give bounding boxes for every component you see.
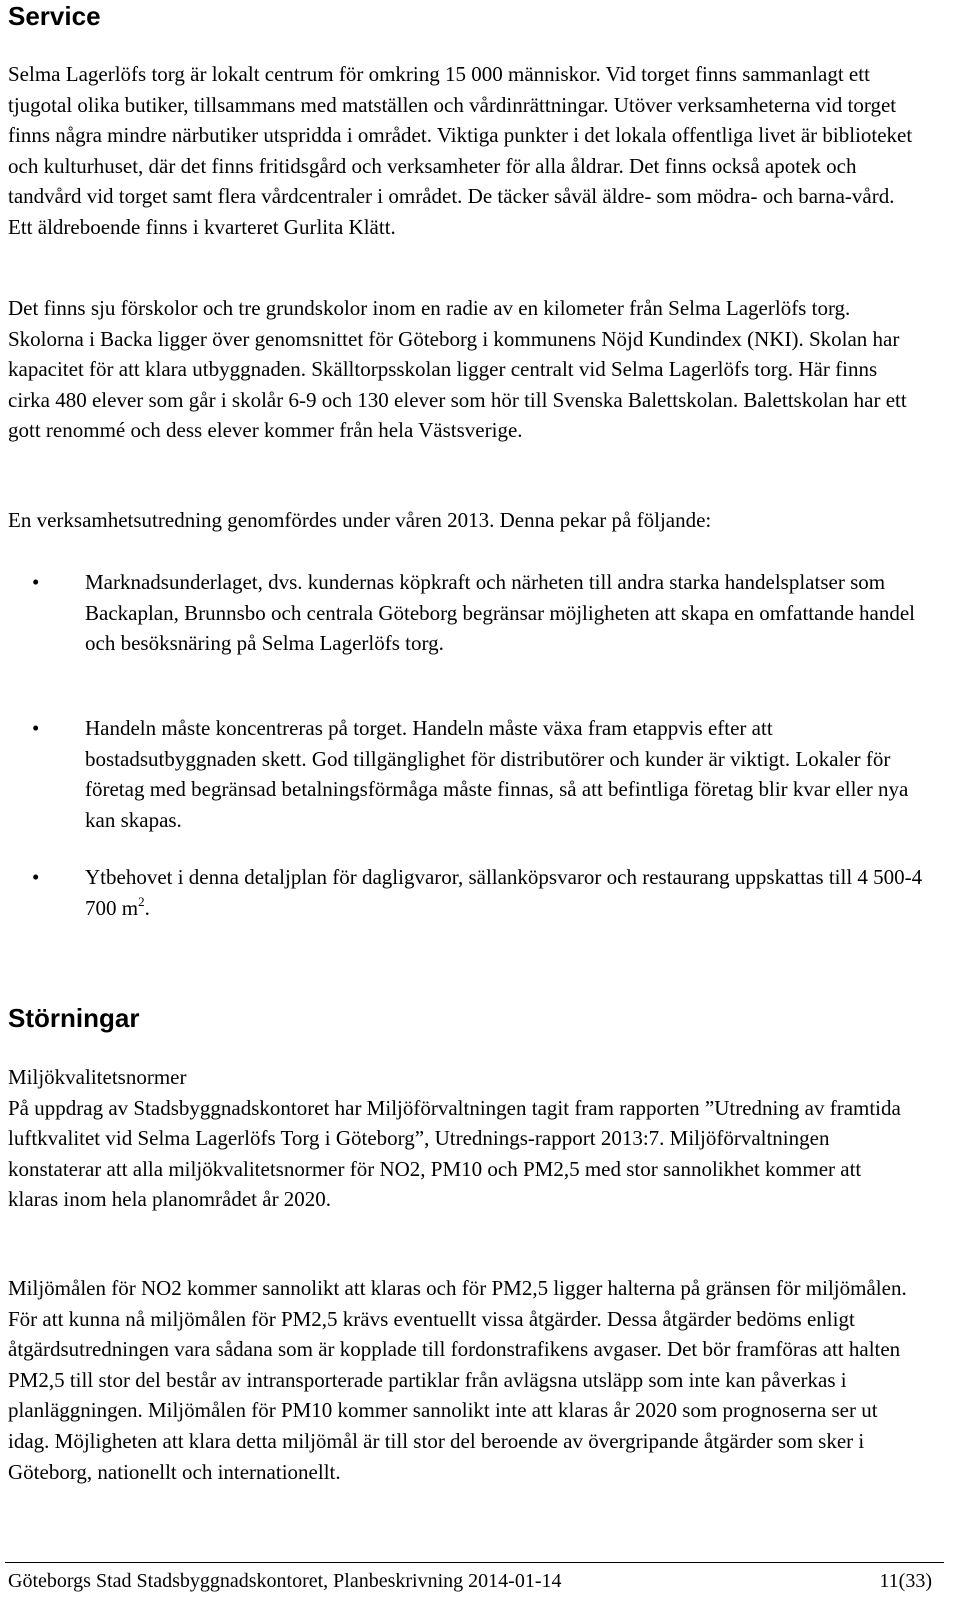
footer-text: Göteborgs Stad Stadsbyggnadskontoret, Planbeskrivning 2014-01-14 [8, 1570, 562, 1592]
paragraph-storningar-1-text: På uppdrag av Stadsbyggnadskontoret har Miljöförvaltningen tagit fram rapporten ”Utredning av framtida luftkvalitet vid Selma Lagerlöfs Torg i Göteborg”, Utrednings-rapport 2013:7. Miljöförvaltningen konstaterar att alla miljökvalitetsnormer för NO2, PM10 och PM2,5 med stor sannolikhet kommer att klaras inom hela planområdet år 2020. [8, 1095, 901, 1212]
bullet-icon: • [32, 865, 40, 889]
subheading-miljokvalitetsnormer: Miljökvalitetsnormer [8, 1065, 187, 1089]
heading-storningar: Störningar [8, 1003, 140, 1033]
paragraph-service-1: Selma Lagerlöfs torg är lokalt centrum för omkring 15 000 människor. Vid torget finns sammanlagt ett tjugotal olika butiker, tillsammans med matställen och vårdinrättningar. Utöver verksamheterna vid torget finns några mindre närbutiker utspridda i området. Viktiga punkter i det lokala offentliga livet är biblioteket och kulturhuset, där det finns fritidsgård och verksamheter för alla åldrar. Det finns också apotek och tandvård vid torget samt flera vårdcentraler i området. De täcker såväl äldre- som mödra- och barna-vård. Ett äldreboende finns i kvarteret Gurlita Klätt. [8, 62, 913, 239]
bullet-text: Ytbehovet i denna detaljplan för dagligvaror, sällanköpsvaror och restaurang uppskattas till 4 500-4 700 m [85, 865, 923, 920]
bullet-list-item-2 [0, 713, 930, 835]
bullet-list-item-1 [0, 567, 930, 659]
bullet-list-item-3 [0, 862, 930, 923]
paragraph-service-3: En verksamhetsutredning genomfördes under våren 2013. Denna pekar på följande: [8, 508, 712, 532]
bullet-text-end: . [144, 895, 150, 920]
page-number: 11(33) [879, 1570, 932, 1592]
footer-divider [5, 1562, 944, 1563]
bullet-icon: • [32, 716, 40, 740]
bullet-icon: • [32, 570, 40, 594]
bullet-text: Handeln måste koncentreras på torget. Handeln måste växa fram etappvis efter att bostadsutbyggnaden skett. God tillgänglighet för distributörer och kunder är viktigt. Lokaler för företag med begränsad betalningsförmåga måste finnas, så att befintliga företag blir kvar eller nya kan skapas. [85, 716, 909, 832]
superscript-squared: 2 [138, 893, 145, 909]
heading-service: Service [8, 1, 101, 31]
paragraph-storningar-1 [8, 1062, 913, 1215]
bullet-text: Marknadsunderlaget, dvs. kundernas köpkraft och närheten till andra starka handelsplatser som Backaplan, Brunnsbo och centrala Göteborg begränsar möjligheten att skapa en omfattande handel och besöksnäring på Selma Lagerlöfs torg. [85, 570, 915, 656]
paragraph-storningar-2: Miljömålen för NO2 kommer sannolikt att klaras och för PM2,5 ligger halterna på gränsen för miljömålen. För att kunna nå miljömålen för PM2,5 krävs eventuellt vissa åtgärder. Dessa åtgärder bedöms enligt åtgärdsutredningen vara sådana som är kopplade till fordonstrafikens avgaser. Det bör framföras att halten PM2,5 till stor del består av intransporterade partiklar från avlägsna utsläpp som inte kan påverkas i planläggningen. Miljömålen för PM10 kommer sannolikt inte att klaras år 2020 som prognoserna ser ut idag. Möjligheten att klara detta miljömål är till stor del beroende av övergripande åtgärder som sker i Göteborg, nationellt och internationellt. [8, 1276, 907, 1484]
paragraph-service-2: Det finns sju förskolor och tre grundskolor inom en radie av en kilometer från Selma Lagerlöfs torg. Skolorna i Backa ligger över genomsnittet för Göteborg i kommunens Nöjd Kundindex (NKI). Skolan har kapacitet för att klara utbyggnaden. Skälltorpsskolan ligger centralt vid Selma Lagerlöfs torg. Här finns cirka 480 elever som går i skolår 6-9 och 130 elever som hör till Svenska Balettskolan. Balettskolan har ett gott renommé och dess elever kommer från hela Västsverige. [8, 296, 907, 443]
page-footer [8, 1568, 932, 1594]
